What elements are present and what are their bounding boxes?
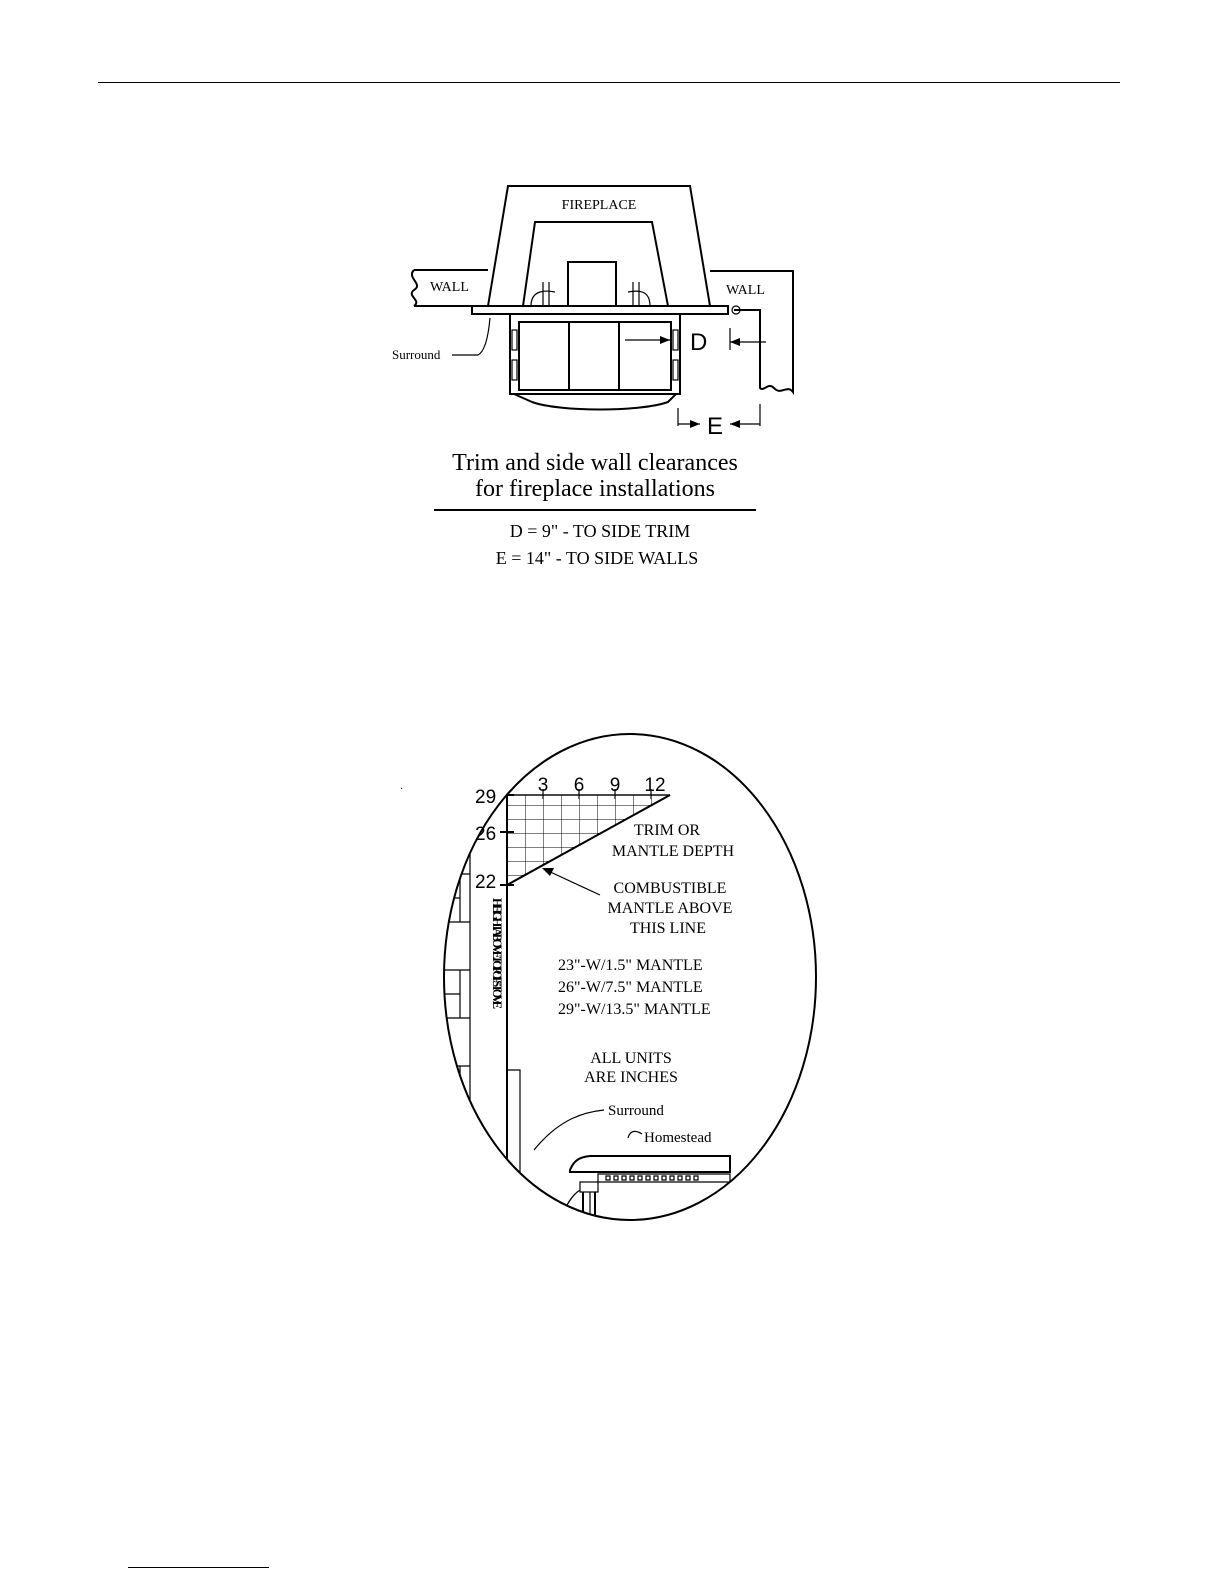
stove-base [514,394,676,410]
caption-line-2: for fireplace installations [475,476,715,502]
homestead-label: Homestead [644,1130,712,1146]
depth-tick-12: 12 [644,775,666,796]
caption-line-1: Trim and side wall clearances [452,450,738,476]
mantle-spec-23: 23"-W/1.5" MANTLE [558,957,703,974]
trim-depth-label-2: MANTLE DEPTH [611,843,735,860]
combustible-label-2: MANTLE ABOVE [607,900,733,917]
stove-body [510,314,680,394]
height-tick-22: 22 [475,872,497,893]
depth-tick-6: 6 [573,775,585,796]
units-label-1: ALL UNITS [590,1050,672,1067]
mantle-spec-26: 26"-W/7.5" MANTLE [558,979,703,996]
surround-plate [472,306,728,314]
mounting-bolts [531,282,650,306]
brick-wall [400,780,470,1230]
clearance-e-text: E = 14" - TO SIDE WALLS [495,548,699,568]
right-wall-label: WALL [726,283,765,298]
vertical-height-label: HEIGHT ABOVE TOP OF STOVE [490,898,504,1006]
clearance-d-text: D = 9" - TO SIDE TRIM [509,521,691,541]
combustible-label-3: THIS LINE [630,920,706,937]
left-wall-label: WALL [430,280,469,295]
dim-e-label: E [707,413,724,440]
fireplace-plan-figure [392,186,793,568]
dim-d-label: D [690,329,708,356]
fireplace-inner [523,222,668,306]
svg-text:·: · [400,784,404,795]
units-label-2: ARE INCHES [584,1069,678,1086]
height-tick-29: 29 [475,787,497,808]
surround-label-fig2: Surround [608,1103,664,1119]
flue-collar [568,262,616,306]
depth-tick-9: 9 [609,775,621,796]
mantle-clearance-figure [400,734,816,1230]
fireplace-label: FIREPLACE [561,198,637,213]
surround-label-fig1: Surround [392,347,441,362]
stove-door-frame [519,322,671,390]
depth-tick-3: 3 [537,775,549,796]
height-tick-26: 26 [475,824,497,845]
mantle-spec-29: 29"-W/13.5" MANTLE [558,1001,711,1018]
footer-rule [128,1567,269,1568]
trim-depth-label-1: TRIM OR [633,822,701,839]
combustible-label-1: COMBUSTIBLE [613,880,727,897]
